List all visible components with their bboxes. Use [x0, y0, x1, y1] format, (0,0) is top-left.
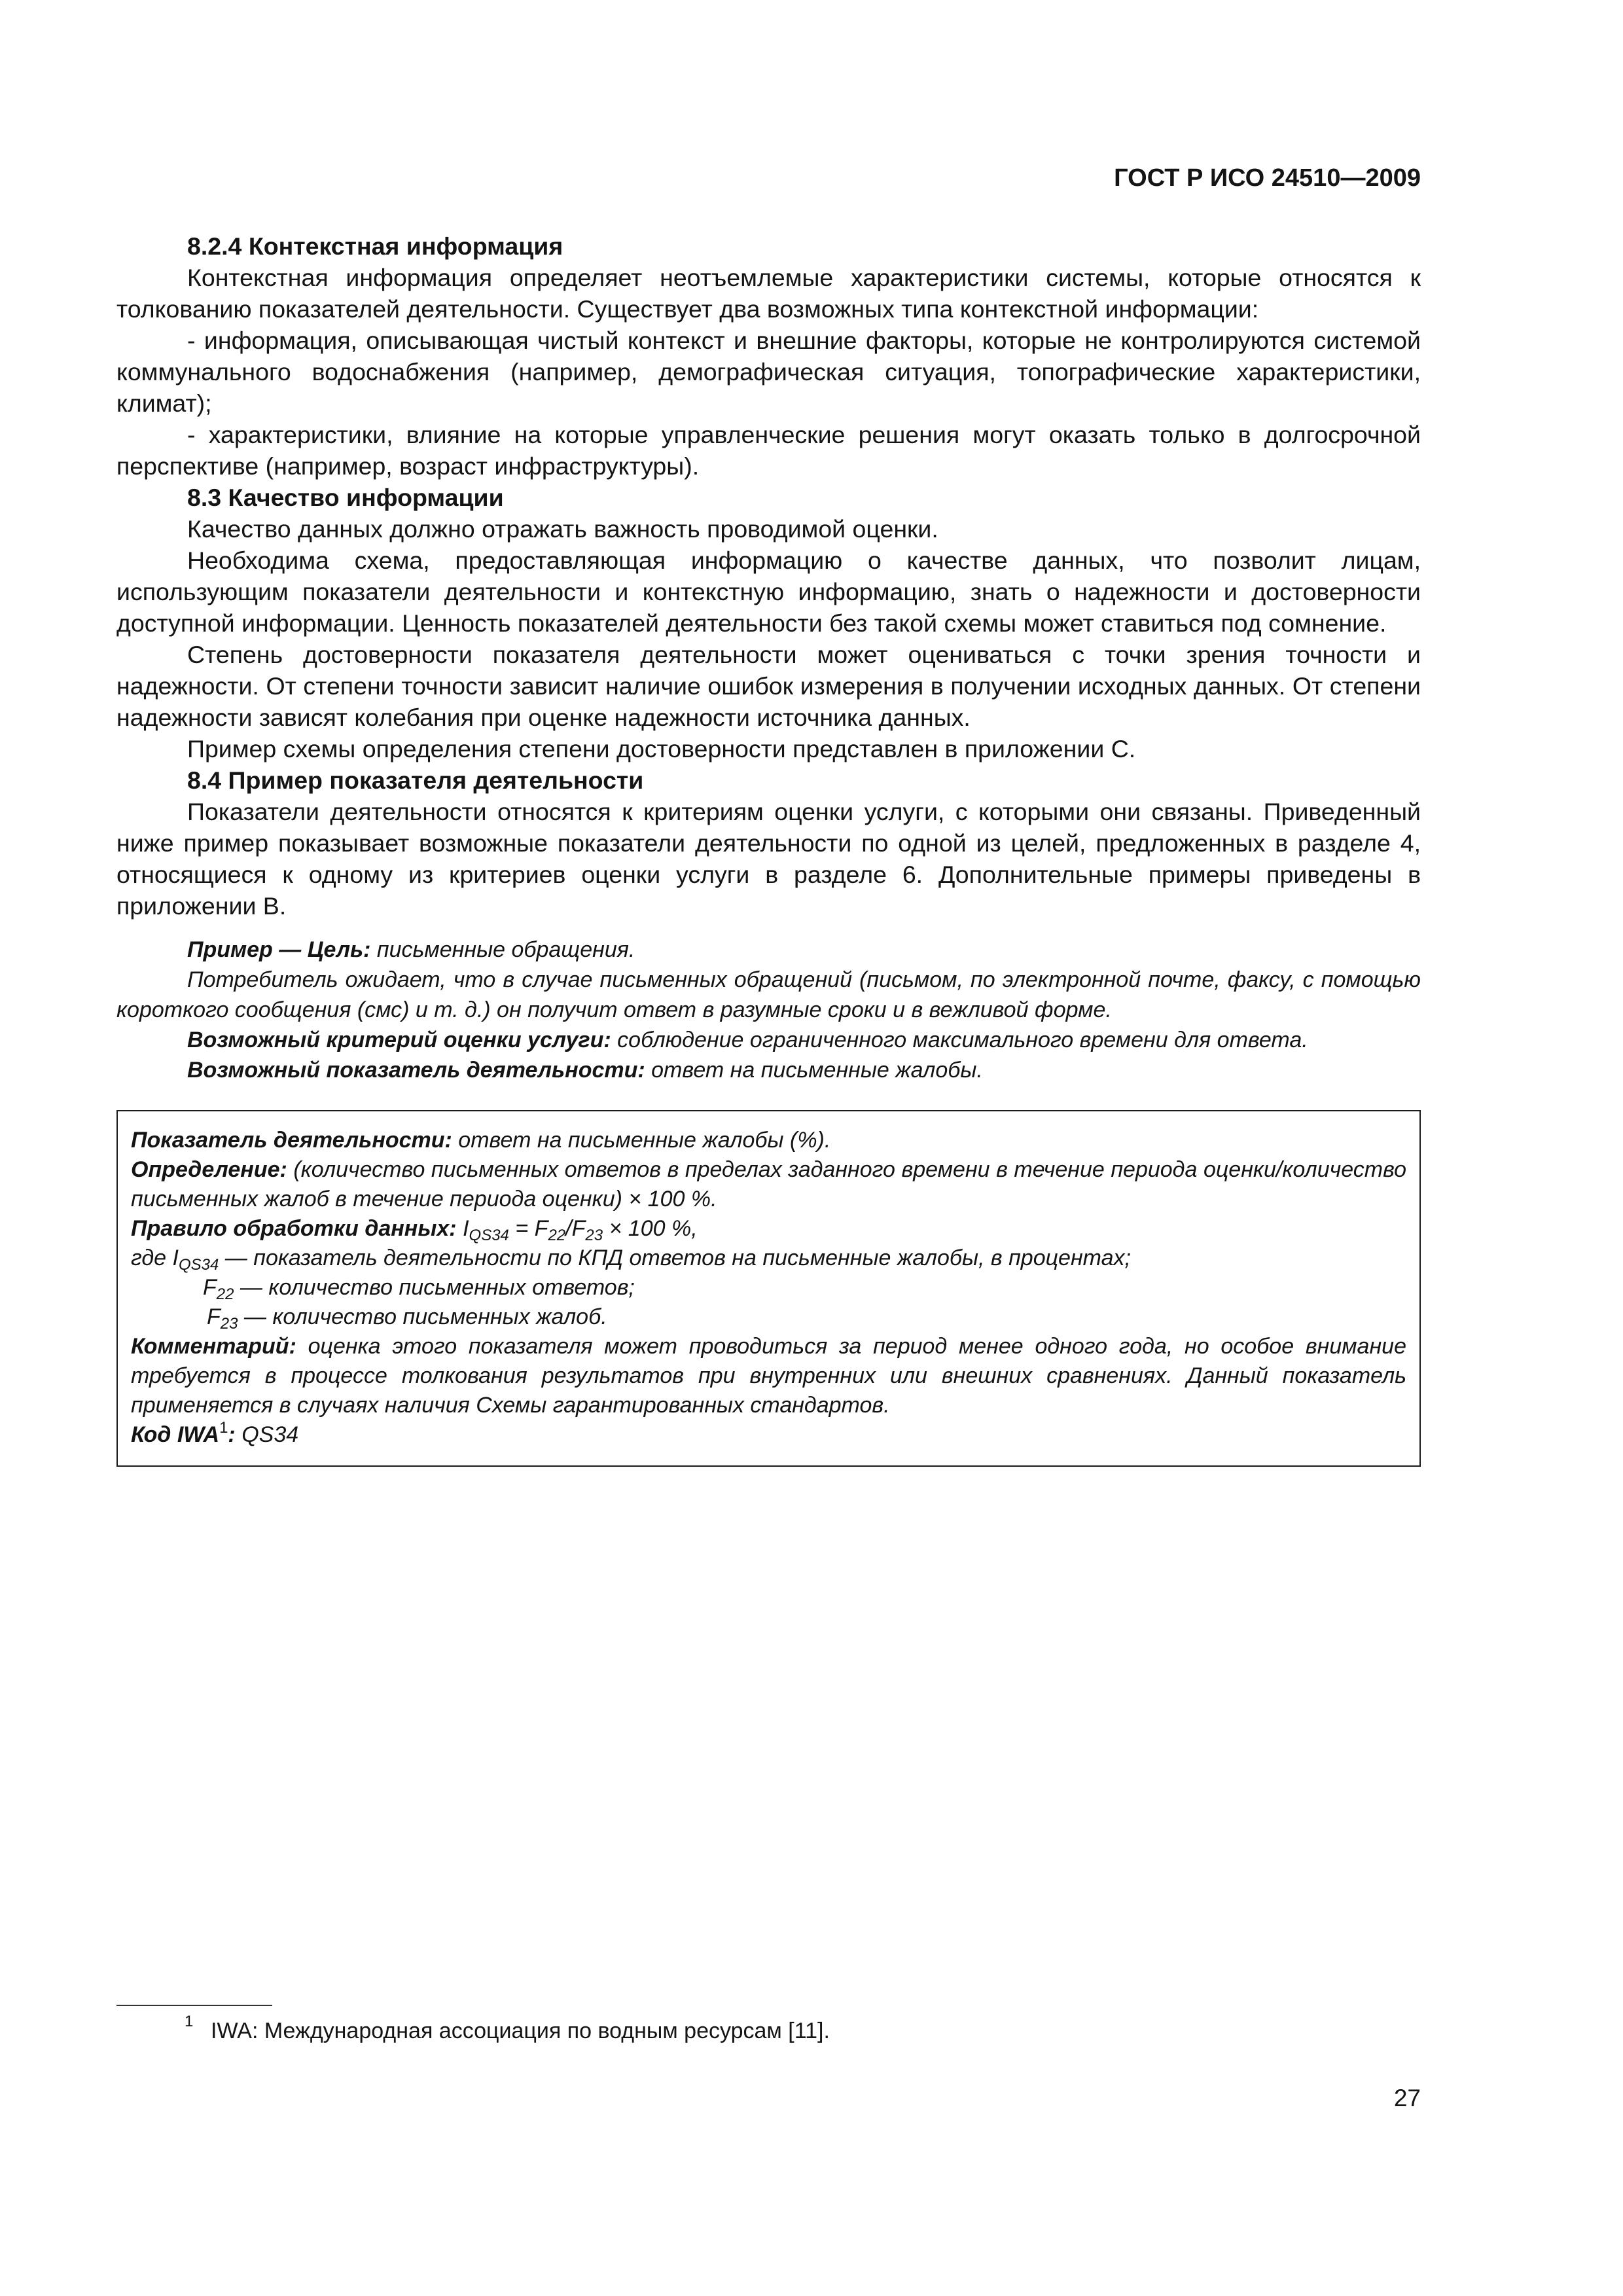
formula-i: I: [456, 1216, 469, 1241]
box-definition: [131, 1155, 1406, 1214]
criterion-value: соблюдение ограниченного максимального времени для ответа.: [611, 1028, 1308, 1052]
f22-letter: F: [203, 1275, 217, 1300]
where-sub: QS34: [178, 1256, 219, 1274]
box-indicator-value: ответ на письменные жалобы (%).: [452, 1128, 831, 1153]
criterion-label: Возможный критерий оценки услуги:: [187, 1028, 611, 1052]
paragraph: Контекстная информация определяет неотъемлемые характеристики системы, которые относятся к толкованию показателей деятельности. Существует два возможных типа контекстной информации:: [116, 264, 1421, 323]
section-heading-8-2-4: 8.2.4 Контекстная информация: [187, 232, 563, 260]
document-header: ГОСТ Р ИСО 24510—2009: [1114, 164, 1421, 192]
paragraph: Показатели деятельности относятся к критериям оценки услуги, с которыми они связаны. Приведенный ниже пример показывает возможные показатели деятельности по одной из целей, предложенных в разделе 4, относящиеся к одному из критериев оценки услуги в разделе 6. Дополнительные примеры приведены в приложении В.: [116, 798, 1421, 920]
footnote-ref[interactable]: 1: [219, 1419, 228, 1437]
box-comment: [131, 1332, 1406, 1420]
f23-text: — количество письменных жалоб.: [238, 1304, 607, 1329]
example-block: [116, 935, 1421, 1085]
formula-eq: = F: [508, 1216, 548, 1241]
where-text: — показатель деятельности по КПД ответов на письменные жалобы, в процентах;: [219, 1246, 1131, 1270]
paragraph: Необходима схема, предоставляющая информацию о качестве данных, что позволит лицам, использующим показатели деятельности и контекстную информацию, знать о надежности и достоверности доступной информации. Ценность показателей деятельности без такой схемы может ставиться под сомнение.: [116, 547, 1421, 637]
list-item: - информация, описывающая чистый контекст и внешние факторы, которые не контролируются системой коммунального водоснабжения (например, демографическая ситуация, топографические характеристики, климат);: [116, 327, 1421, 417]
example-goal: [116, 935, 1421, 965]
box-code-colon: :: [228, 1422, 236, 1447]
footnote-text: IWA: Международная ассоциация по водным ресурсам [11].: [211, 2018, 830, 2043]
box-indicator-label: Показатель деятельности:: [131, 1128, 452, 1153]
box-definition-label: Определение:: [131, 1157, 287, 1182]
page-content: [116, 230, 1421, 1467]
where-prefix: где I: [131, 1246, 179, 1270]
section-heading-8-4: 8.4 Пример показателя деятельности: [187, 766, 644, 794]
box-comment-value: оценка этого показателя может проводиться за период менее одного года, но особое внимание требуется в процессе толкования результатов при внутренних или внешних сравнениях. Данный показатель применяется в случаях наличия Схемы гарантированных стандартов.: [131, 1334, 1406, 1418]
box-where: [131, 1244, 1406, 1273]
paragraph: Степень достоверности показателя деятельности может оцениваться с точки зрения точности и надежности. От степени точности зависит наличие ошибок измерения в получении исходных данных. От степени надежности зависят колебания при оценке надежности источника данных.: [116, 641, 1421, 731]
box-code: [131, 1420, 1406, 1450]
box-f22: [131, 1273, 1406, 1302]
example-label: Пример — Цель:: [187, 937, 371, 962]
list-item: - характеристики, влияние на которые управленческие решения могут оказать только в долгосрочной перспективе (например, возраст инфраструктуры).: [116, 421, 1421, 480]
indicator-label: Возможный показатель деятельности:: [187, 1058, 645, 1083]
formula-f23-sub: 23: [585, 1227, 603, 1244]
box-indicator: [131, 1126, 1406, 1155]
example-text: Потребитель ожидает, что в случае письменных обращений (письмом, по электронной почте, факсу, с помощью короткого сообщения (смс) и т. д.) он получит ответ в разумные сроки и в вежливой форме.: [116, 967, 1421, 1022]
footnote-mark: 1: [185, 2013, 194, 2030]
formula-div: /F: [565, 1216, 586, 1241]
box-rule: [131, 1214, 1406, 1244]
formula-f22-sub: 22: [548, 1227, 566, 1244]
box-code-value: QS34: [235, 1422, 299, 1447]
footnote-divider: [116, 2005, 272, 2006]
indicator-value: ответ на письменные жалобы.: [645, 1058, 983, 1083]
formula-tail: × 100 %,: [603, 1216, 698, 1241]
example-criterion: [116, 1025, 1421, 1055]
f23-sub: 23: [220, 1315, 238, 1333]
box-definition-value: (количество письменных ответов в пределах заданного времени в течение периода оценки/количество письменных жалоб в течение периода оценки) × 100 %.: [131, 1157, 1406, 1211]
f22-sub: 22: [216, 1285, 234, 1303]
footnote: [185, 2013, 1363, 2046]
box-f23: [131, 1302, 1406, 1332]
f22-text: — количество письменных ответов;: [234, 1275, 635, 1300]
box-code-label: Код IWA: [131, 1422, 220, 1447]
page-number: 27: [1393, 2085, 1421, 2111]
formula-i-sub: QS34: [469, 1227, 509, 1244]
example-indicator: [116, 1055, 1421, 1085]
example-goal-value: письменные обращения.: [370, 937, 635, 962]
paragraph: Качество данных должно отражать важность проводимой оценки.: [187, 515, 938, 543]
section-heading-8-3: 8.3 Качество информации: [187, 484, 504, 511]
box-rule-label: Правило обработки данных:: [131, 1216, 457, 1241]
box-comment-label: Комментарий:: [131, 1334, 296, 1359]
indicator-box: [116, 1110, 1421, 1467]
f23-letter: F: [207, 1304, 221, 1329]
paragraph: Пример схемы определения степени достоверности представлен в приложении С.: [187, 735, 1136, 762]
